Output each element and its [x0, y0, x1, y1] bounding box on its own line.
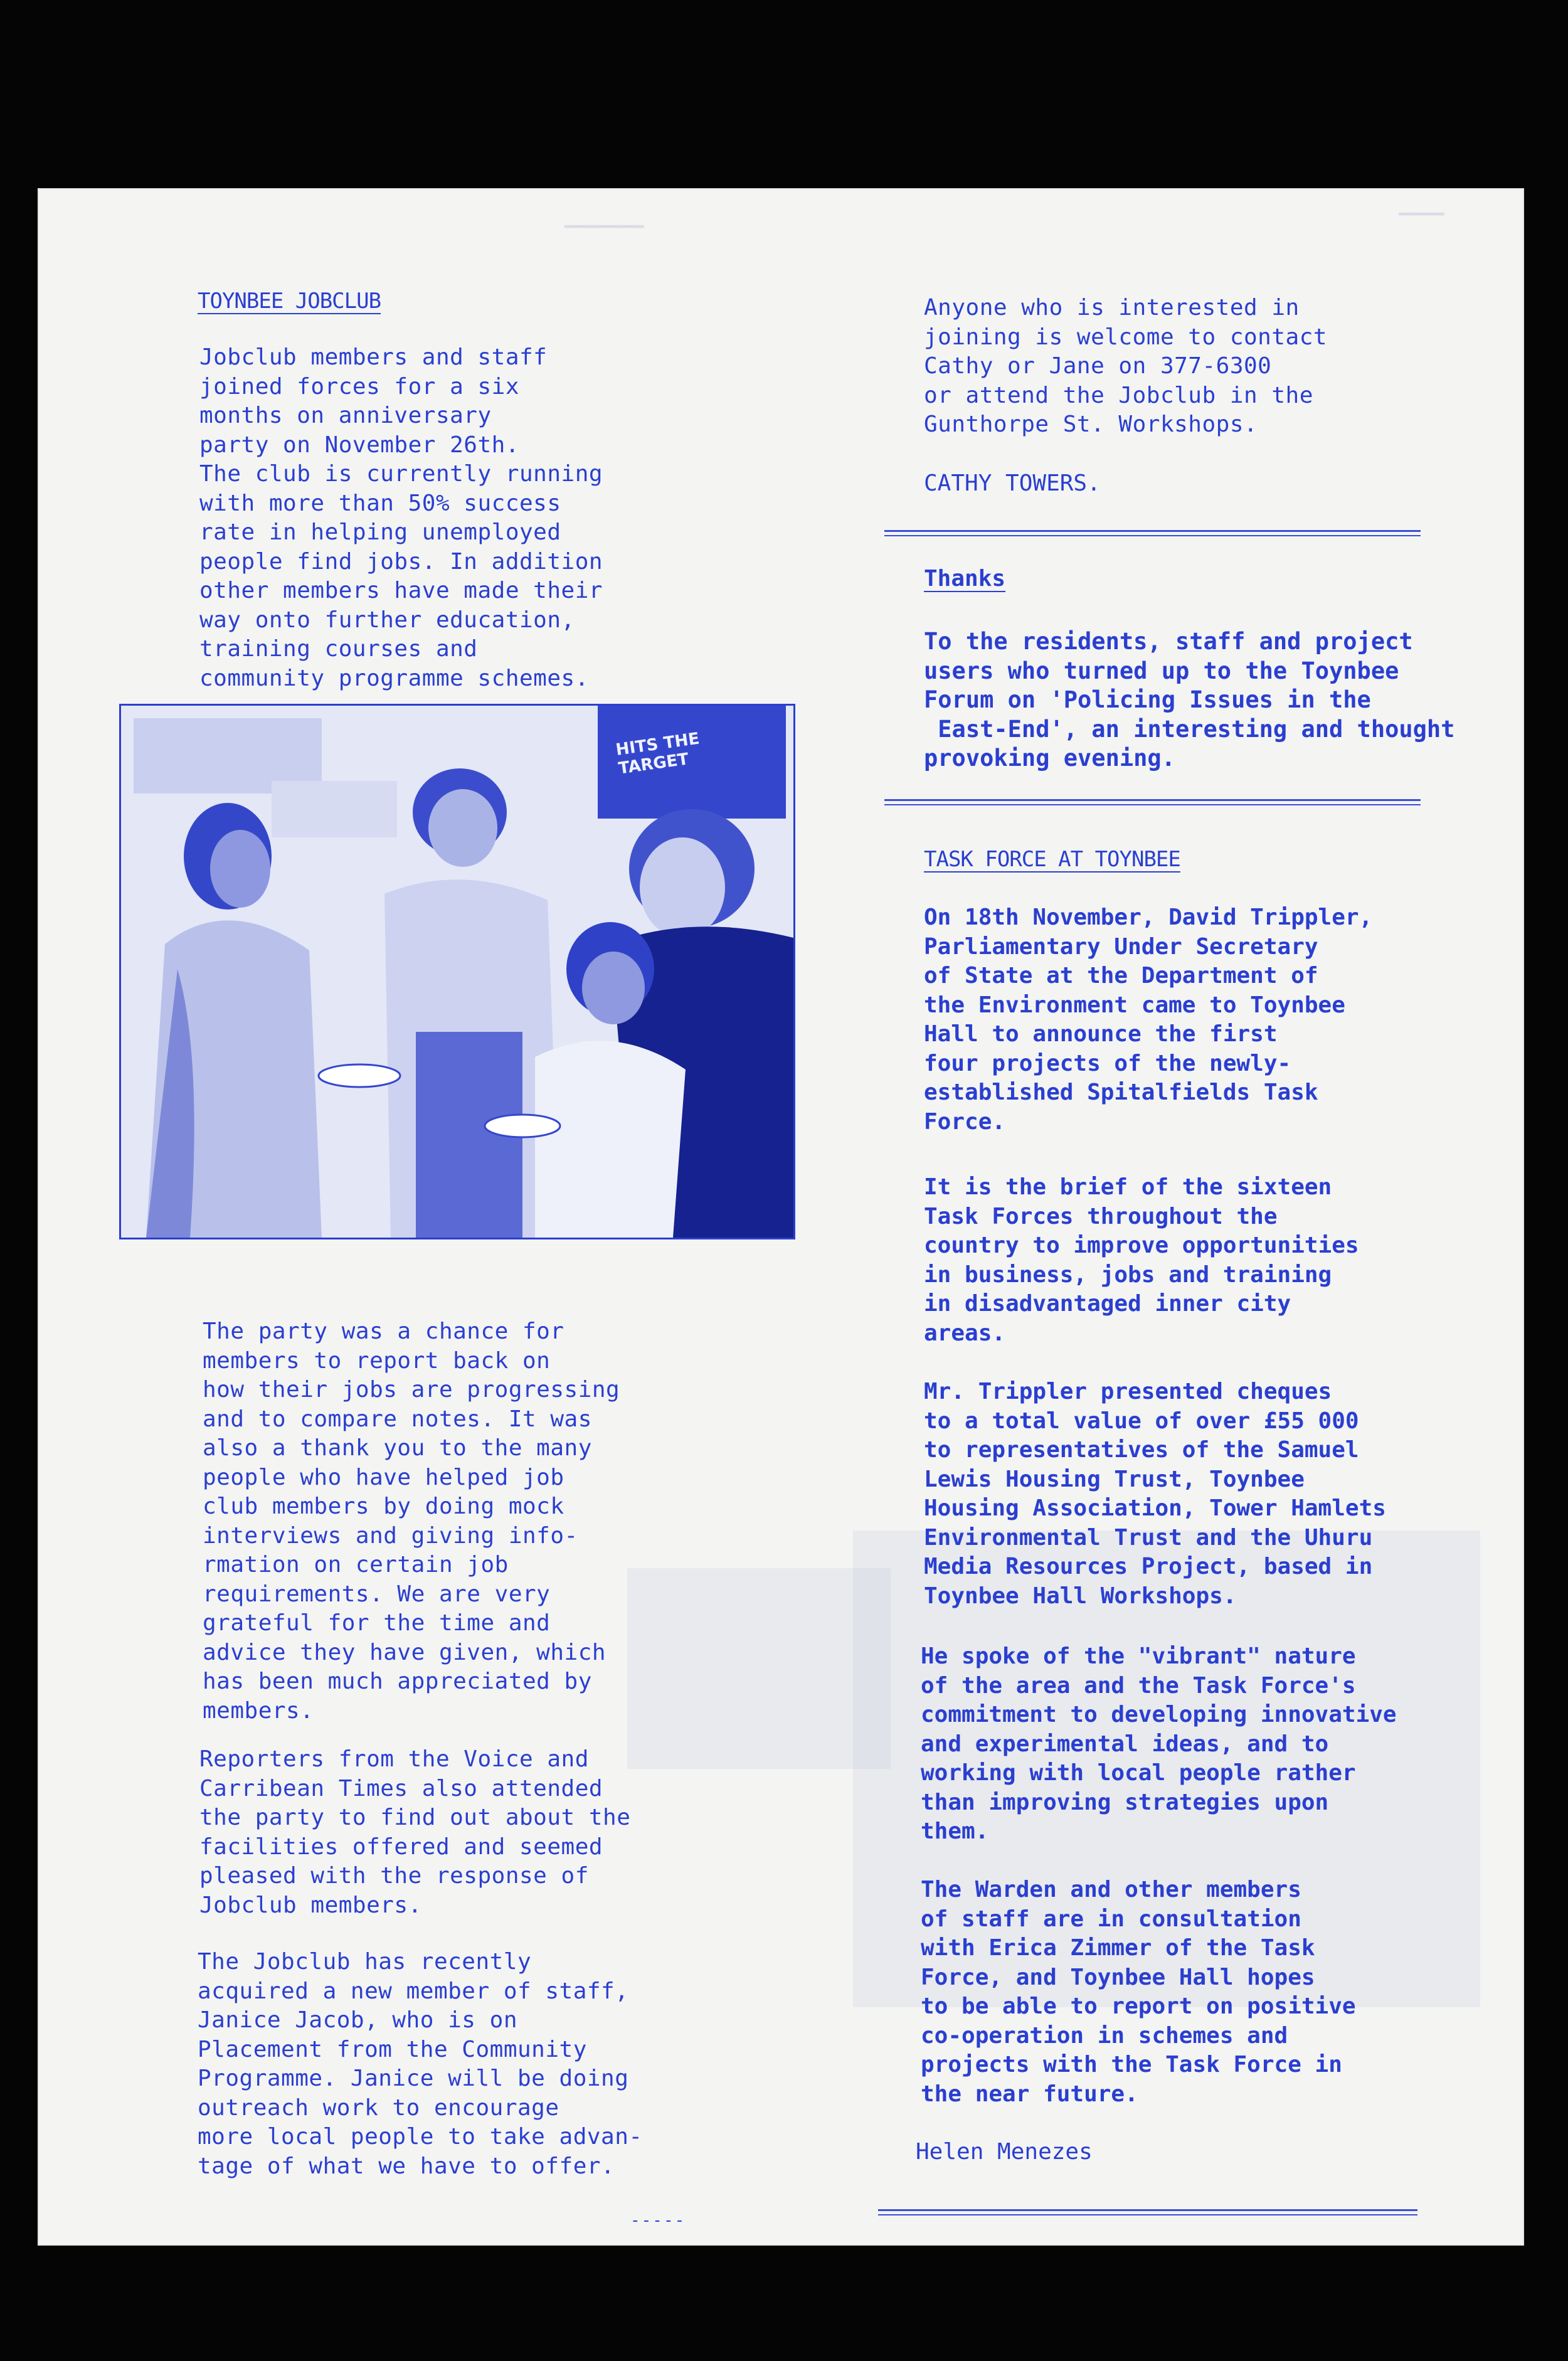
divider-1a [884, 530, 1421, 532]
newsletter-page [38, 188, 1524, 2246]
task-force-heading: TASK FORCE AT TOYNBEE [924, 847, 1180, 872]
signature-helen-menezes: Helen Menezes [916, 2139, 1093, 2165]
jobclub-intro: Jobclub members and staff joined forces for a six months on anniversary party on November 26th. The club is currently running with more than 50% success rate in helping unemployed people find jobs. In addition other members have made their way onto further education, training courses and community programme schemes. [199, 344, 603, 691]
divider-2a [884, 799, 1421, 801]
jobclub-party-photo [119, 704, 795, 1239]
show-through-heading: ▔▔▔▔▔▔▔ [564, 226, 644, 248]
divider-3b [878, 2214, 1417, 2215]
divider-2b [884, 804, 1421, 805]
jobclub-heading: TOYNBEE JOBCLUB [198, 289, 381, 314]
task-force-para-3: Mr. Trippler presented cheques to a total value of over £55 000 to representatives of the Samuel Lewis Housing Trust, Toynbee Housing Association, Tower Hamlets Environmental Trust and the Uhuru Media Resources Project, based in Toynbee Hall Workshops. [924, 1379, 1386, 1609]
show-through-box-left [627, 1568, 891, 1769]
jobclub-para-reporters: Reporters from the Voice and Carribean Times also attended the party to find out about the facilities offered and seemed pleased with the response of Jobclub members. [199, 1746, 631, 1918]
thanks-body: To the residents, staff and project users who turned up to the Toynbee Forum on 'Policing Issues in the East-End', an interesting and thought provoking evening. [924, 628, 1455, 772]
divider-3a [878, 2209, 1417, 2211]
task-force-para-2: It is the brief of the sixteen Task Forces throughout the country to improve opportunities in business, jobs and training in disadvantaged inner city areas. [924, 1174, 1359, 1346]
jobclub-para-new-staff: The Jobclub has recently acquired a new member of staff, Janice Jacob, who is on Placement from the Community Programme. Janice will be doing outreach work to encourage more local people to take advan- tage of what we have to offer. [198, 1949, 643, 2179]
thanks-heading: Thanks [924, 566, 1006, 592]
photo-sign-text: HITS THE TARGET [614, 729, 701, 778]
divider-1b [884, 535, 1421, 536]
task-force-para-1: On 18th November, David Trippler, Parliamentary Under Secretary of State at the Department of the Environment came to Toynbee Hall to announce the first four projects of the newly- established Spitalfields Task Force. [924, 905, 1373, 1135]
task-force-para-4: He spoke of the "vibrant" nature of the area and the Task Force's commitment to developing innovative and experimental ideas, and to working with local people rather than improving strategies upon them. [921, 1643, 1397, 1844]
jobclub-contact: Anyone who is interested in joining is welcome to contact Cathy or Jane on 377-6300 or attend the Jobclub in the Gunthorpe St. Workshops. [924, 295, 1328, 437]
show-through-heading-right: ▔▔▔▔ [1399, 213, 1444, 235]
task-force-para-5: The Warden and other members of staff are in consultation with Erica Zimmer of the Task Force, and Toynbee Hall hopes to be able to report on positive co-operation in schemes and projects with the Task Force in the near future. [921, 1877, 1356, 2107]
end-mark: ----- [630, 2211, 686, 2230]
jobclub-para-party: The party was a chance for members to report back on how their jobs are progressing and to compare notes. It was also a thank you to the many people who have helped job club members by doing mock interviews and giving info- rmation on certain job requirements. We are very grateful for the time and advice they have given, which has been much appreciated by members. [203, 1318, 620, 1724]
signature-cathy-towers: CATHY TOWERS. [924, 470, 1101, 496]
